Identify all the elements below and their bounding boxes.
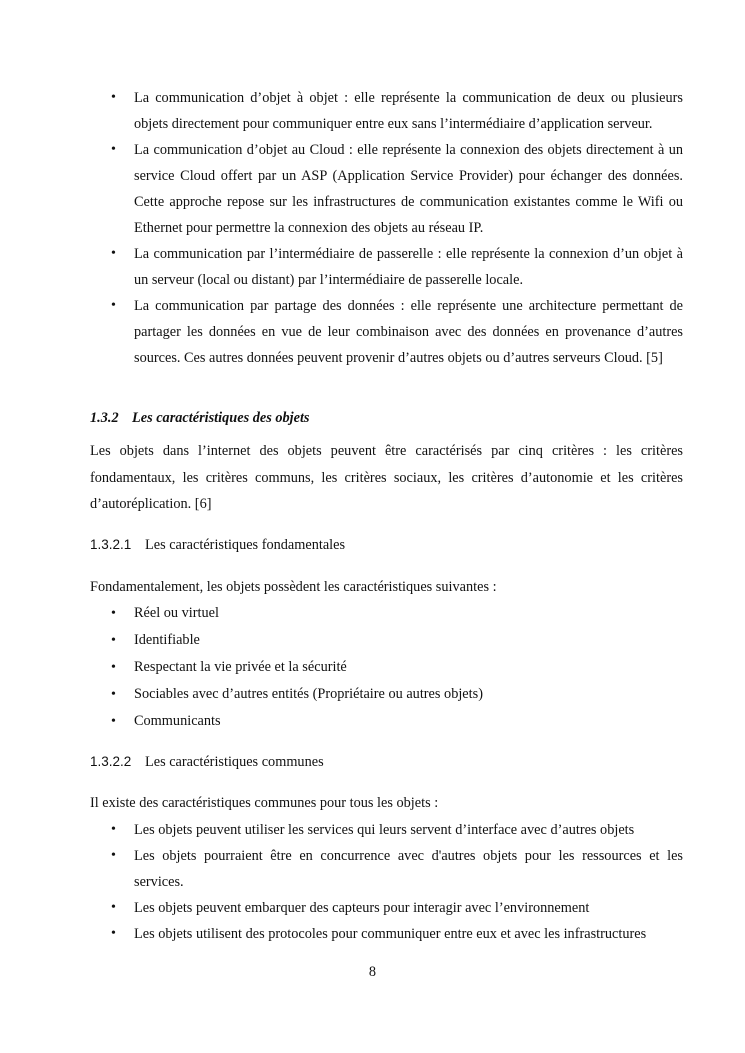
section-intro-paragraph: Les objets dans l’internet des objets peuvent être caractérisés par cinq critères : les critères fondamentaux, les critères communs, les critères sociaux, les critères d’autonomie et les critères d’autoréplication. [6] [90,443,683,512]
fundamental-intro: Fondamentalement, les objets possèdent les caractéristiques suivantes : [90,579,497,595]
list-item: • La communication par partage des données : elle représente une architecture permettant de partager les données en vue de leur combinaison avec des données en provenance d’autres sources. Ces autres données peuvent provenir d’autres objets ou d’autres serveurs Cloud. [5] [90,293,683,371]
list-item: • Sociables avec d’autres entités (Propriétaire ou autres objets) [90,681,683,708]
fundamental-list [90,600,683,735]
list-item: • Respectant la vie privée et la sécurité [90,654,683,681]
communication-types-list [90,85,683,371]
list-item: • Réel ou virtuel [90,600,683,627]
section-title: Les caractéristiques des objets [132,410,310,426]
list-item: • Les objets pourraient être en concurrence avec d'autres objets pour les ressources et les services. [90,843,683,895]
subsection-number: 1.3.2.2 [90,754,132,769]
list-item: • Les objets peuvent utiliser les services qui leurs servent d’interface avec d’autres objets [90,817,683,843]
subsection-title: Les caractéristiques communes [145,754,324,770]
subsection-number: 1.3.2.1 [90,537,132,552]
list-item: • Communicants [90,708,683,735]
subsection-heading-fundamental [90,537,345,554]
list-item: • Identifiable [90,627,683,654]
section-heading [90,410,310,427]
subsection-heading-common [90,754,324,771]
page-number: 8 [368,964,377,980]
list-item: • Les objets utilisent des protocoles pour communiquer entre eux et avec les infrastructures [90,921,683,947]
list-item: • La communication d’objet au Cloud : elle représente la connexion des objets directement à un service Cloud offert par un ASP (Application Service Provider) pour échanger des données. Cette approche repose sur les infrastructures de communication existantes comme le Wifi ou Ethernet pour permettre la connexion des objets au réseau IP. [90,137,683,241]
common-list [90,817,683,947]
common-intro: Il existe des caractéristiques communes pour tous les objets : [90,795,439,811]
list-item: • La communication d’objet à objet : elle représente la communication de deux ou plusieurs objets directement pour communiquer entre eux sans l’intermédiaire d’application serveur. [90,85,683,137]
list-item: • La communication par l’intermédiaire de passerelle : elle représente la connexion d’un objet à un serveur (local ou distant) par l’intermédiaire de passerelle locale. [90,241,683,293]
list-item: • Les objets peuvent embarquer des capteurs pour interagir avec l’environnement [90,895,683,921]
subsection-title: Les caractéristiques fondamentales [145,537,346,553]
section-number: 1.3.2 [90,410,119,426]
